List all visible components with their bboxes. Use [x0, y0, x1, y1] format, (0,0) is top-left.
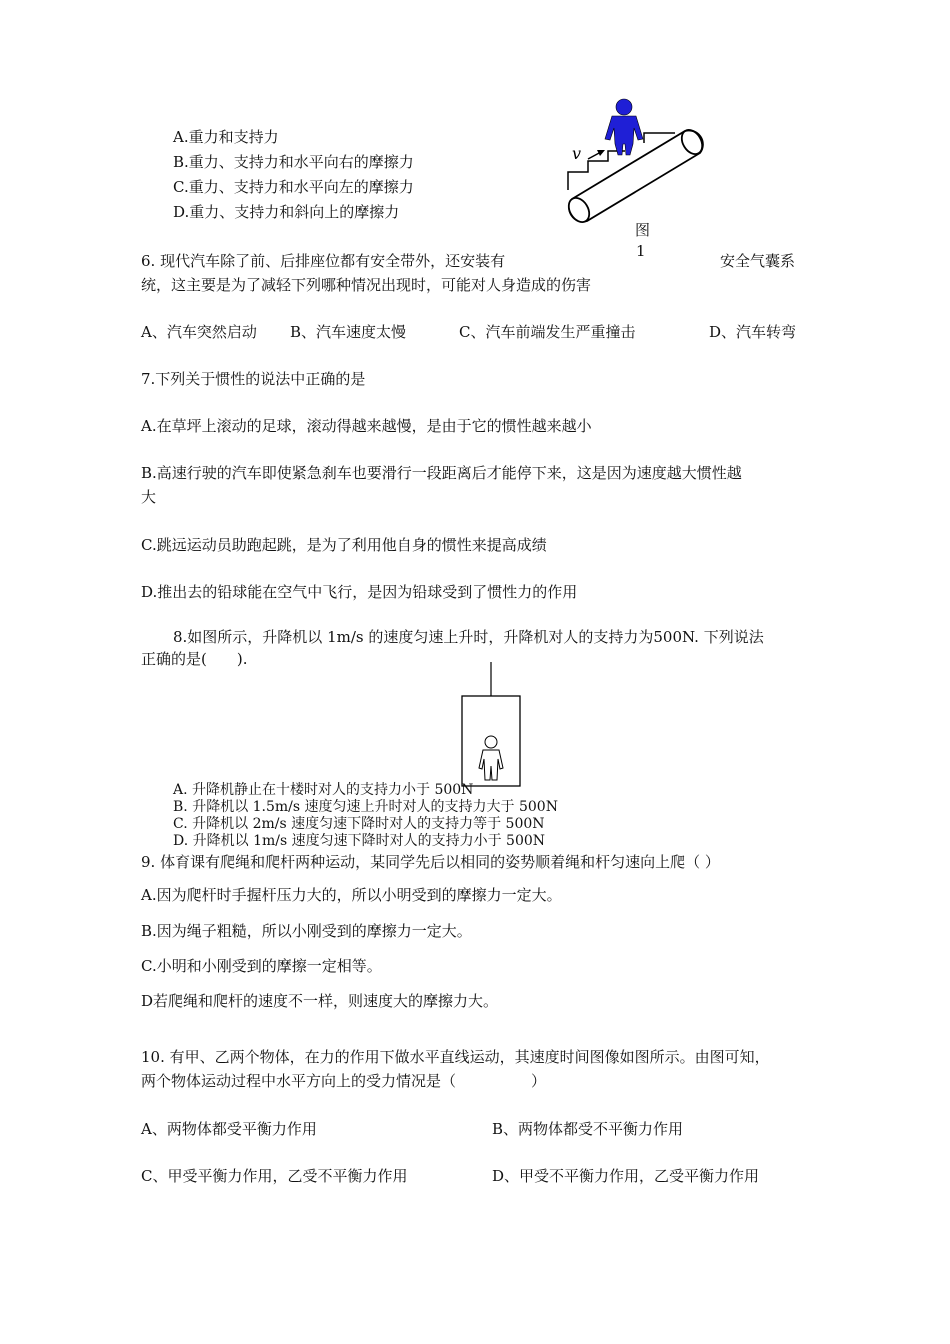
q7-option-c: C.跳远运动员助跑起跳，是为了利用他自身的惯性来提高成绩 — [141, 536, 547, 554]
q10-stem-line2: 两个物体运动过程中水平方向上的受力情况是（ ） — [141, 1072, 547, 1090]
q7-option-a: A.在草坪上滚动的足球，滚动得越来越慢，是由于它的惯性越来越小 — [141, 417, 592, 435]
velocity-label: v — [572, 144, 582, 163]
escalator-figure — [560, 95, 720, 225]
q5-option-c: C.重力、支持力和水平向左的摩擦力 — [173, 178, 414, 196]
person-outline-icon — [479, 736, 503, 780]
person-icon — [605, 99, 643, 155]
escalator-cylinder — [565, 126, 707, 225]
elevator-figure — [460, 662, 524, 788]
q9-option-b: B.因为绳子粗糙，所以小刚受到的摩擦力一定大。 — [141, 922, 472, 940]
q9-option-d: D若爬绳和爬杆的速度不一样，则速度大的摩擦力大。 — [141, 992, 499, 1010]
q5-option-d: D.重力、支持力和斜向上的摩擦力 — [173, 203, 400, 221]
q6-option-d: D、汽车转弯 — [709, 323, 797, 341]
q10-option-a: A、两物体都受平衡力作用 — [141, 1120, 317, 1138]
q8-option-d: D. 升降机以 1m/s 速度匀速下降时对人的支持力小于 500N — [173, 833, 546, 849]
q8-option-a: A. 升降机静止在十楼时对人的支持力小于 500N — [173, 782, 474, 798]
q8-option-b: B. 升降机以 1.5m/s 速度匀速上升时对人的支持力大于 500N — [173, 799, 558, 815]
q6-stem-line2: 统，这主要是为了减轻下列哪种情况出现时，可能对人身造成的伤害 — [141, 276, 592, 294]
q10-option-b: B、两物体都受不平衡力作用 — [492, 1120, 684, 1138]
q6-stem-part2: 安全气囊系 — [720, 252, 796, 270]
q6-option-b: B、汽车速度太慢 — [290, 323, 407, 341]
figure-caption-line1: 图 — [635, 221, 651, 239]
q8-stem-line2: 正确的是( ). — [141, 650, 248, 668]
q10-stem-line1: 10. 有甲、乙两个物体，在力的作用下做水平直线运动，其速度时间图像如图所示。由图可知， — [141, 1048, 770, 1066]
q7-option-d: D.推出去的铅球能在空气中飞行，是因为铅球受到了惯性力的作用 — [141, 583, 578, 601]
q6-option-a: A、汽车突然启动 — [141, 323, 257, 341]
q5-option-a: A.重力和支持力 — [173, 128, 279, 146]
q9-option-c: C.小明和小刚受到的摩擦一定相等。 — [141, 957, 382, 975]
q9-option-a: A.因为爬杆时手握杆压力大的，所以小明受到的摩擦力一定大。 — [141, 886, 562, 904]
q6-stem-part1: 6. 现代汽车除了前、后排座位都有安全带外，还安装有 — [141, 252, 506, 270]
q8-stem-line1: 8.如图所示，升降机以 1m/s 的速度匀速上升时，升降机对人的支持力为500N. 下列说法 — [173, 628, 764, 646]
q10-option-d: D、甲受不平衡力作用，乙受平衡力作用 — [492, 1167, 760, 1185]
figure-caption-line2: 1 — [636, 242, 646, 260]
velocity-arrow-icon — [588, 150, 605, 159]
q8-option-c: C. 升降机以 2m/s 速度匀速下降时对人的支持力等于 500N — [173, 816, 545, 832]
q10-option-c: C、甲受平衡力作用，乙受不平衡力作用 — [141, 1167, 408, 1185]
q6-option-c: C、汽车前端发生严重撞击 — [459, 323, 636, 341]
q9-stem: 9. 体育课有爬绳和爬杆两种运动，某同学先后以相同的姿势顺着绳和杆匀速向上爬（ ） — [141, 853, 720, 871]
q5-option-b: B.重力、支持力和水平向右的摩擦力 — [173, 153, 414, 171]
q7-stem: 7.下列关于惯性的说法中正确的是 — [141, 370, 366, 388]
q7-option-b-line2: 大 — [141, 488, 157, 506]
q7-option-b-line1: B.高速行驶的汽车即使紧急刹车也要滑行一段距离后才能停下来，这是因为速度越大惯性越 — [141, 464, 742, 482]
